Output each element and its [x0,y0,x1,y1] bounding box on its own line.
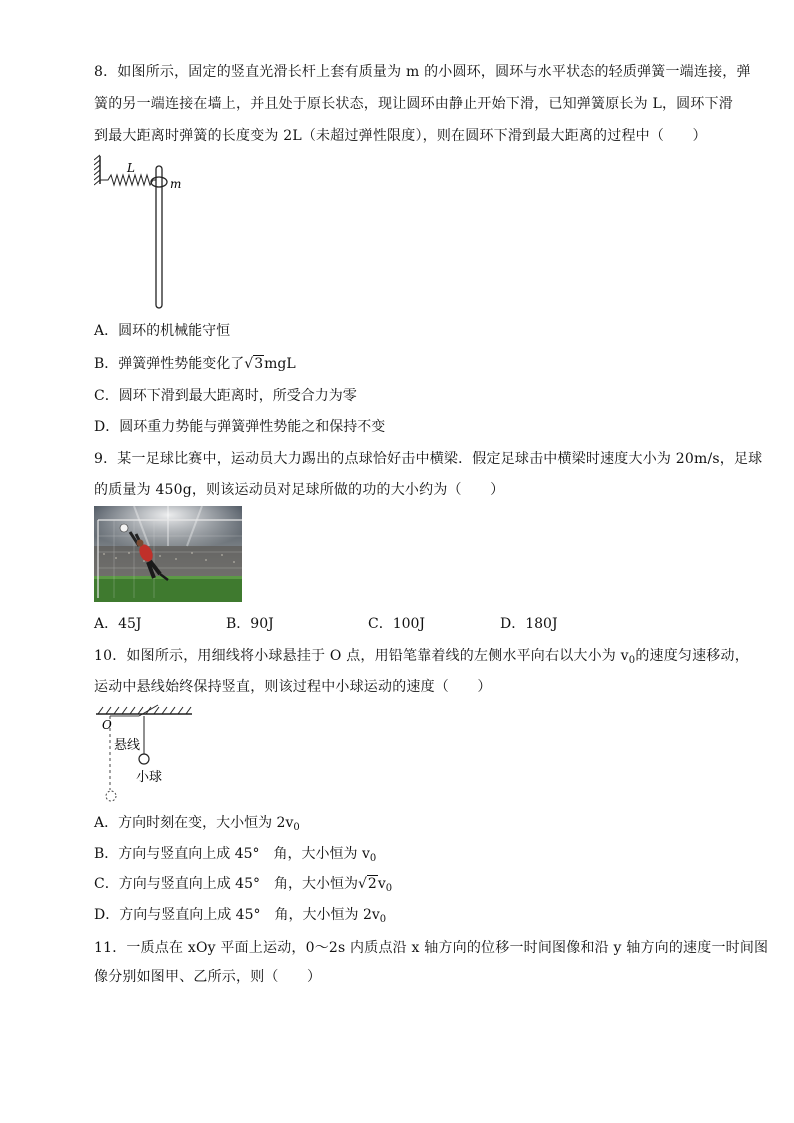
q10-option-d-subscript: 0 [379,914,387,925]
q10-option-b-subscript: 0 [369,853,377,864]
q9-stem-line-1: 9．某一足球比赛中，运动员大力踢出的点球恰好击中横梁．假定足球击中横梁时速度大小为 20m/s，足球 [94,451,763,467]
q9-option-d: D．180J [500,616,558,632]
q10-pendulum-figure [94,702,204,806]
q10-option-c [94,874,392,899]
q10-option-b-text: B．方向与竖直向上成 45° 角，大小恒为 v [94,846,370,862]
label-ball: 小球 [136,770,163,785]
initial-ball-dashed [106,791,116,801]
sqrt-radicand: 2 [367,876,377,892]
q8-option-b [94,354,296,374]
q10-option-d-text: D．方向与竖直向上成 45° 角，大小恒为 2v [94,907,380,923]
q10-option-c-subscript: 0 [385,883,393,894]
q10-option-a-text: A．方向时刻在变，大小恒为 2v [94,815,294,831]
goalkeeper-photo [94,506,242,602]
q9-stem-line-2: 的质量为 450g，则该运动员对足球所做的功的大小约为（ ） [94,482,505,498]
q10-option-a-subscript: 0 [293,822,300,833]
small-ball [139,754,149,764]
q8-stem-line-3: 到最大距离时弹簧的长度变为 2L（未超过弹性限度），则在圆环下滑到最大距离的过程中（ ） [94,128,707,144]
label-m: m [170,177,182,191]
q8-spring-ring-figure [94,152,204,312]
q10-option-c-v: v [377,876,386,892]
q8-option-d: D．圆环重力势能与弹簧弹性势能之和保持不变 [94,419,386,435]
q8-stem-line-2: 簧的另一端连接在墙上，并且处于原长状态，现让圆环由静止开始下滑，已知弹簧原长为 L，圆环下滑 [94,96,733,112]
q10-option-d [94,905,386,930]
q9-option-a: A．45J [94,616,142,632]
q8-stem-line-1: 8．如图所示，固定的竖直光滑长杆上套有质量为 m 的小圆环，圆环与水平状态的轻质弹簧一端连接，弹 [94,64,751,80]
sqrt-symbol: √2 [357,876,377,892]
sqrt-radicand: 3 [254,356,264,372]
q10-stem-line-1 [94,646,749,671]
q11-stem-line-1: 11．一质点在 xOy 平面上运动，0～2s 内质点沿 x 轴方向的位移一时间图像和沿 y 轴方向的速度一时间图 [94,940,769,956]
q10-stem-line-2: 运动中悬线始终保持竖直，则该过程中小球运动的速度（ ） [94,679,492,695]
q8-option-b-unit: mgL [264,356,296,372]
wall-hatching [94,155,100,185]
q8-option-b-text: B．弹簧弹性势能变化了 [94,356,245,372]
q10-option-c-text: C．方向与竖直向上成 45° 角，大小恒为 [94,876,358,892]
q10-stem-text: 10．如图所示，用细线将小球悬挂于 O 点，用铅笔靠着线的左侧水平向右以大小为 v [94,648,629,664]
q10-stem-text-end: 的速度匀速移动， [635,648,749,664]
label-O: O [102,718,112,732]
sqrt-symbol: √3 [244,356,264,372]
q9-option-c: C．100J [368,616,426,632]
q10-option-a [94,813,300,838]
label-thread: 悬线 [114,738,141,753]
q8-option-c: C．圆环下滑到最大距离时，所受合力为零 [94,388,357,404]
q9-option-b: B．90J [226,616,274,632]
spring [100,175,156,185]
q10-subscript: 0 [628,655,636,666]
q11-stem-line-2: 像分别如图甲、乙所示，则（ ） [94,969,322,985]
q10-option-b [94,844,376,869]
label-L: L [127,161,135,175]
q8-option-a: A．圆环的机械能守恒 [94,323,231,339]
